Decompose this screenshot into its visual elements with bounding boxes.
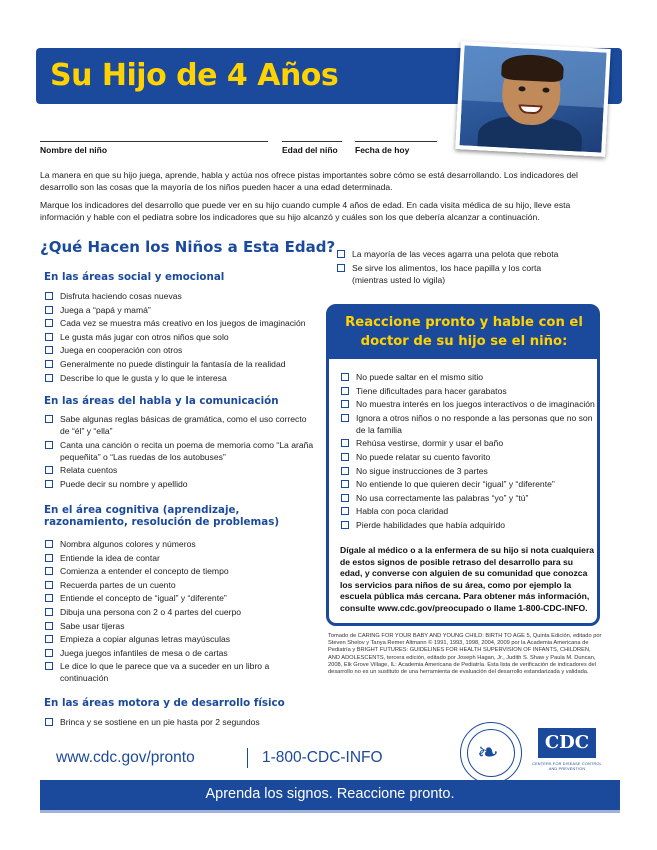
name-field[interactable] — [40, 141, 268, 142]
website-link[interactable]: www.cdc.gov/pronto — [56, 749, 195, 766]
social-list — [44, 290, 314, 385]
date-field[interactable] — [355, 141, 437, 142]
phone-number[interactable]: 1-800-CDC-INFO — [262, 749, 383, 766]
motor-heading: En las áreas motora y de desarrollo físico — [44, 697, 285, 709]
act-early-heading: Reaccione pronto y hable con el doctor de su hijo se el niño: — [345, 315, 583, 349]
age-label: Edad del niño — [282, 145, 338, 155]
checklist-item[interactable]: Sabe algunas reglas básicas de gramática, como el uso correcto de “él” y “ella” — [44, 413, 314, 437]
checklist-item[interactable]: Juega juegos infantiles de mesa o de cartas — [44, 647, 314, 659]
cognitive-heading: En el área cognitiva (aprendizaje, razonamiento, resolución de problemas) — [44, 504, 280, 528]
hhs-seal-icon: ❧ — [460, 722, 522, 784]
intro-paragraph-2: Marque los indicadores del desarrollo que puede ver en su hijo cuando cumple 4 años de edad. En cada visita médica de su hijo, lleve esta información y hable con el pediatra sobre los indicadores que su hijo alcanzó y cuáles son los que debería alcanzar a continuación. — [40, 200, 571, 222]
footer-tagline: Aprenda los signos. Reaccione pronto. — [205, 786, 455, 802]
source-citation: Tomado de CARING FOR YOUR BABY AND YOUNG CHILD: BIRTH TO AGE 5, Quinta Edición, editado por Steven Shelov y Tanya Remer Altmann © 1991, 1993, 1998, 2004, 2009 por la Academia Americana de Pediatría y BRIGHT FUTURES: GUIDELINES FOR HEALTH SUPERVISION OF INFANTS, CHILDREN, AND ADOLESCENTS, tercera edición, editado por Joseph Hagan, Jr., Judith S. Shaw y Paula M. Duncan, 2008, Elk Grove Village, IL: Academia Americana de Pediatría. Esta lista de verificación de indicadores del desarrollo no es un sustituto de una herramienta de evaluación del desarrollo estandarizada y validada. — [328, 633, 602, 676]
age-field[interactable] — [282, 141, 342, 142]
checklist-item[interactable]: Generalmente no puede distinguir la fantasía de la realidad — [44, 358, 314, 370]
checklist-item[interactable]: No entiende lo que quieren decir “igual” y “diferente” — [340, 478, 595, 490]
checklist-item[interactable]: No muestra interés en los juegos interactivos o de imaginación — [340, 398, 595, 410]
checklist-item[interactable]: No puede relatar su cuento favorito — [340, 451, 595, 463]
checklist-item[interactable]: Ignora a otros niños o no responde a las personas que no son de la familia — [340, 412, 595, 436]
checklist-item[interactable]: Brinca y se sostiene en un pie hasta por 2 segundos — [44, 716, 314, 728]
motor-list-right — [336, 248, 606, 287]
checklist-item[interactable]: Disfruta haciendo cosas nuevas — [44, 290, 314, 302]
checklist-item[interactable]: Nombra algunos colores y números — [44, 538, 314, 550]
page-title: Su Hijo de 4 Años — [50, 58, 339, 93]
language-heading: En las áreas del habla y la comunicación — [44, 395, 279, 407]
checklist-item[interactable]: Dibuja una persona con 2 o 4 partes del cuerpo — [44, 606, 314, 618]
checklist-item[interactable]: Describe lo que le gusta y lo que le interesa — [44, 372, 314, 384]
main-heading: ¿Qué Hacen los Niños a Esta Edad? — [40, 238, 336, 256]
checklist-item[interactable]: Le gusta más jugar con otros niños que solo — [44, 331, 314, 343]
child-portrait-photo — [455, 41, 610, 157]
checklist-item[interactable]: Canta una canción o recita un poema de memoria como “La araña pequeñita” o “Las ruedas de los autobuses” — [44, 439, 314, 463]
checklist-item[interactable]: No puede saltar en el mismo sitio — [340, 371, 595, 383]
checklist-item[interactable]: Habla con poca claridad — [340, 505, 595, 517]
name-label: Nombre del niño — [40, 145, 108, 155]
checklist-item[interactable]: Puede decir su nombre y apellido — [44, 478, 314, 490]
checklist-item[interactable]: Entiende el concepto de “igual” y “diferente” — [44, 592, 314, 604]
cdc-logo: CDC — [538, 728, 596, 758]
checklist-item[interactable]: Juega a “papá y mamá” — [44, 304, 314, 316]
checklist-item[interactable]: Comienza a entender el concepto de tiempo — [44, 565, 314, 577]
footer-bar-accent — [40, 810, 620, 813]
checklist-item[interactable]: Le dice lo que le parece que va a suceder en un libro a continuación — [44, 660, 314, 684]
act-early-header — [329, 307, 597, 359]
checklist-item[interactable]: No usa correctamente las palabras “yo” y “tú” — [340, 492, 595, 504]
social-heading: En las áreas social y emocional — [44, 271, 225, 283]
checklist-item[interactable]: Empieza a copiar algunas letras mayúsculas — [44, 633, 314, 645]
checklist-item[interactable]: Tiene dificultades para hacer garabatos — [340, 385, 595, 397]
date-label: Fecha de hoy — [355, 145, 410, 155]
checklist-item[interactable]: Entiende la idea de contar — [44, 552, 314, 564]
intro-paragraph-1: La manera en que su hijo juega, aprende, habla y actúa nos ofrece pistas importantes sobre cómo se está desarrollando. Los indicadores del desarrollo son las cosas que la mayoría de los niños pueden hacer a una edad determinada. — [40, 170, 578, 192]
act-early-advice: Dígale al médico o a la enfermera de su hijo si nota cualquiera de estos signos de posible retraso del desarrollo para su edad, y converse con alguien de su comunidad que conozca los servicios para niños de su área, como por ejemplo la escuela pública más cercana. Para obtener más información, consulte www.cdc.gov/preocupado o llame 1-800-CDC-INFO. — [340, 545, 595, 613]
checklist-item[interactable]: La mayoría de las veces agarra una pelota que rebota — [336, 248, 606, 260]
checklist-item[interactable]: Se sirve los alimentos, los hace papilla y los corta (mientras usted lo vigila) — [336, 262, 556, 286]
checklist-item[interactable]: Rehúsa vestirse, dormir y usar el baño — [340, 437, 595, 449]
checklist-item[interactable]: Recuerda partes de un cuento — [44, 579, 314, 591]
checklist-item[interactable]: Relata cuentos — [44, 464, 314, 476]
cognitive-list — [44, 538, 314, 686]
checklist-item[interactable]: Pierde habilidades que había adquirido — [340, 519, 595, 531]
checklist-item[interactable]: Cada vez se muestra más creativo en los juegos de imaginación — [44, 317, 314, 329]
checklist-item[interactable]: Sabe usar tijeras — [44, 620, 314, 632]
motor-list-left — [44, 716, 314, 730]
act-early-list — [340, 371, 595, 533]
language-list — [44, 413, 314, 491]
checklist-item[interactable]: Juega en cooperación con otros — [44, 344, 314, 356]
checklist-item[interactable]: No sigue instrucciones de 3 partes — [340, 465, 595, 477]
cdc-logo-subtitle: CENTERS FOR DISEASE CONTROL AND PREVENTION — [532, 762, 602, 771]
footer-divider — [247, 748, 248, 768]
